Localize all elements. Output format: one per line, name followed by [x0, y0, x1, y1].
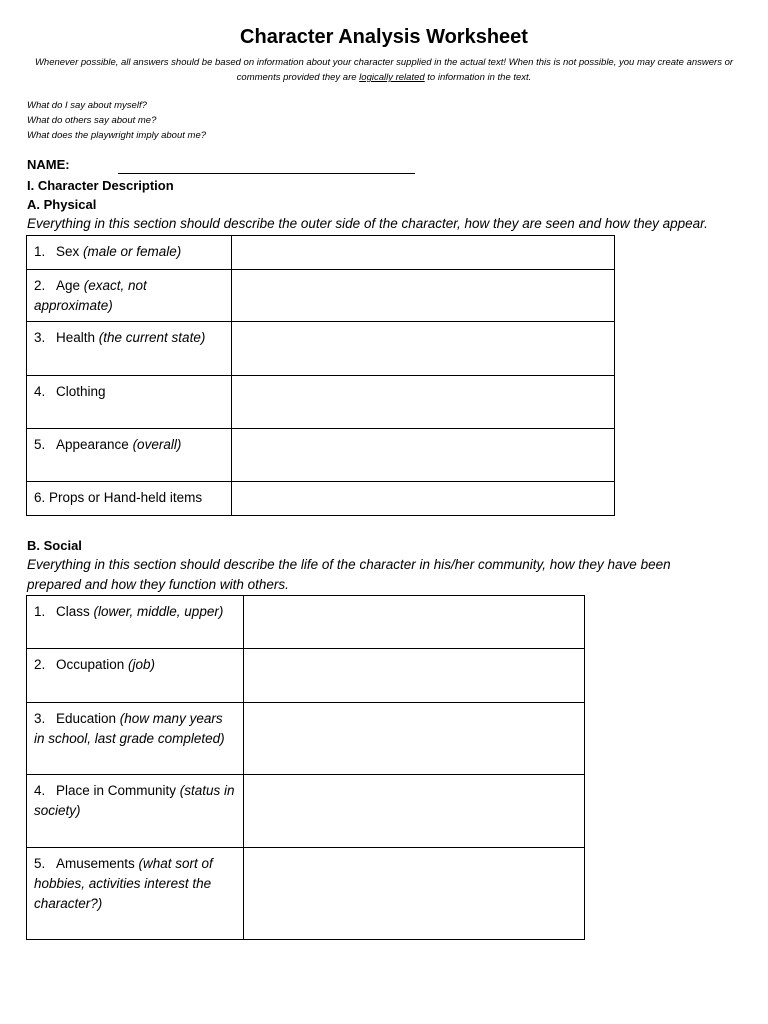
row-label: 3. Education (how many years in school, last grade completed) — [27, 703, 244, 775]
intro-text — [34, 55, 734, 85]
social-heading: B. Social — [27, 538, 82, 553]
name-field-line[interactable] — [118, 173, 415, 174]
row-label: 6. Props or Hand-held items — [27, 482, 232, 516]
table-row — [27, 482, 615, 516]
intro-text-after: to information in the text. — [424, 72, 532, 83]
row-label: 1. Sex (male or female) — [27, 236, 232, 270]
row-label: 3. Health (the current state) — [27, 322, 232, 376]
table-row — [27, 649, 585, 703]
table-row — [27, 236, 615, 270]
social-description: Everything in this section should describe the life of the character in his/her community, how they have been prepared and how they function with others. — [27, 557, 671, 592]
answer-cell-sex[interactable] — [232, 236, 615, 270]
row-label: 4. Clothing — [27, 376, 232, 429]
page-title: Character Analysis Worksheet — [240, 26, 528, 48]
answer-cell-appearance[interactable] — [232, 429, 615, 482]
row-label: 5. Appearance (overall) — [27, 429, 232, 482]
table-row — [27, 703, 585, 775]
physical-description: Everything in this section should describe the outer side of the character, how they are seen and how they appear. — [27, 216, 708, 231]
physical-table — [26, 235, 615, 516]
row-label: 2. Occupation (job) — [27, 649, 244, 703]
row-label: 5. Amusements (what sort of hobbies, activities interest the character?) — [27, 848, 244, 940]
intro-text-before: Whenever possible, all answers should be based on information about your character supplied in the actual text! When this is not possible, you may create answers or comments provided they are — [34, 57, 734, 83]
social-table — [26, 595, 585, 940]
name-label: NAME: — [27, 157, 70, 172]
table-row — [27, 775, 585, 848]
row-label: 4. Place in Community (status in society) — [27, 775, 244, 848]
question-item: What do I say about myself? — [27, 100, 147, 111]
answer-cell-amusements[interactable] — [244, 848, 585, 940]
answer-cell-occupation[interactable] — [244, 649, 585, 703]
table-row — [27, 848, 585, 940]
answer-cell-age[interactable] — [232, 270, 615, 322]
answer-cell-props[interactable] — [232, 482, 615, 516]
answer-cell-health[interactable] — [232, 322, 615, 376]
physical-heading: A. Physical — [27, 197, 97, 212]
intro-text-underlined: logically related — [359, 72, 425, 83]
question-item: What does the playwright imply about me? — [27, 130, 207, 141]
question-item: What do others say about me? — [27, 115, 157, 126]
table-row — [27, 376, 615, 429]
table-row — [27, 429, 615, 482]
table-row — [27, 596, 585, 649]
answer-cell-clothing[interactable] — [232, 376, 615, 429]
table-row — [27, 270, 615, 322]
row-label: 1. Class (lower, middle, upper) — [27, 596, 244, 649]
answer-cell-community[interactable] — [244, 775, 585, 848]
answer-cell-class[interactable] — [244, 596, 585, 649]
section-heading: I. Character Description — [27, 178, 174, 193]
row-label: 2. Age (exact, not approximate) — [27, 270, 232, 322]
table-row — [27, 322, 615, 376]
guiding-questions — [27, 98, 206, 143]
answer-cell-education[interactable] — [244, 703, 585, 775]
